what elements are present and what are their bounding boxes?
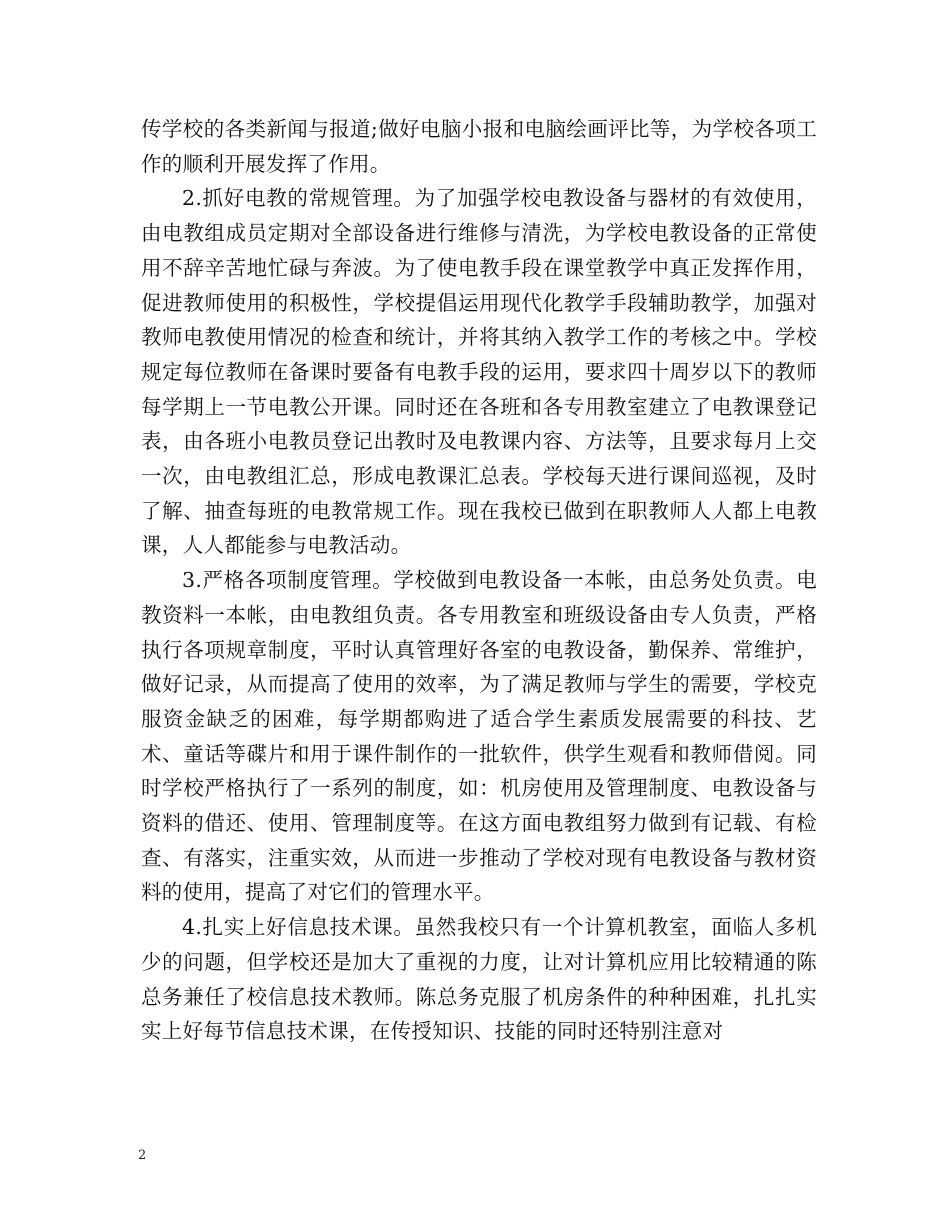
- document-body: [141, 112, 817, 1049]
- paragraph-item-4: 4.扎实上好信息技术课。虽然我校只有一个计算机教室，面临人多机少的问题，但学校还是加大了重视的力度，让对计算机应用比较精通的陈总务兼任了校信息技术教师。陈总务克服了机房条件的种种困难，扎扎实实上好每节信息技术课，在传授知识、技能的同时还特别注意对: [141, 915, 817, 1044]
- paragraph-continuation: 传学校的各类新闻与报道;做好电脑小报和电脑绘画评比等，为学校各项工作的顺利开展发挥了作用。: [141, 117, 817, 176]
- paragraph-item-3: 3.严格各项制度管理。学校做到电教设备一本帐，由总务处负责。电教资料一本帐，由电教组负责。各专用教室和班级设备由专人负责，严格执行各项规章制度，平时认真管理好各室的电教设备，勤保养、常维护，做好记录，从而提高了使用的效率，为了满足教师与学生的需要，学校克服资金缺乏的困难，每学期都购进了适合学生素质发展需要的科技、艺术、童话等碟片和用于课件制作的一批软件，供学生观看和教师借阅。同时学校严格执行了一系列的制度，如：机房使用及管理制度、电教设备与资料的借还、使用、管理制度等。在这方面电教组努力做到有记载、有检查、有落实，注重实效，从而进一步推动了学校对现有电教设备与教材资料的使用，提高了对它们的管理水平。: [141, 568, 817, 905]
- page-number: 2: [138, 1148, 147, 1163]
- paragraph-item-2: 2.抓好电教的常规管理。为了加强学校电教设备与器材的有效使用，由电教组成员定期对全部设备进行维修与清洗，为学校电教设备的正常使用不辞辛苦地忙碌与奔波。为了使电教手段在课堂教学中真正发挥作用，促进教师使用的积极性，学校提倡运用现代化教学手段辅助教学，加强对教师电教使用情况的检查和统计，并将其纳入教学工作的考核之中。学校规定每位教师在备课时要备有电教手段的运用，要求四十周岁以下的教师每学期上一节电教公开课。同时还在各班和各专用教室建立了电教课登记表，由各班小电教员登记出教时及电教课内容、方法等，且要求每月上交一次，由电教组汇总，形成电教课汇总表。学校每天进行课间巡视，及时了解、抽查每班的电教常规工作。现在我校已做到在职教师人人都上电教课，人人都能参与电教活动。: [141, 186, 817, 558]
